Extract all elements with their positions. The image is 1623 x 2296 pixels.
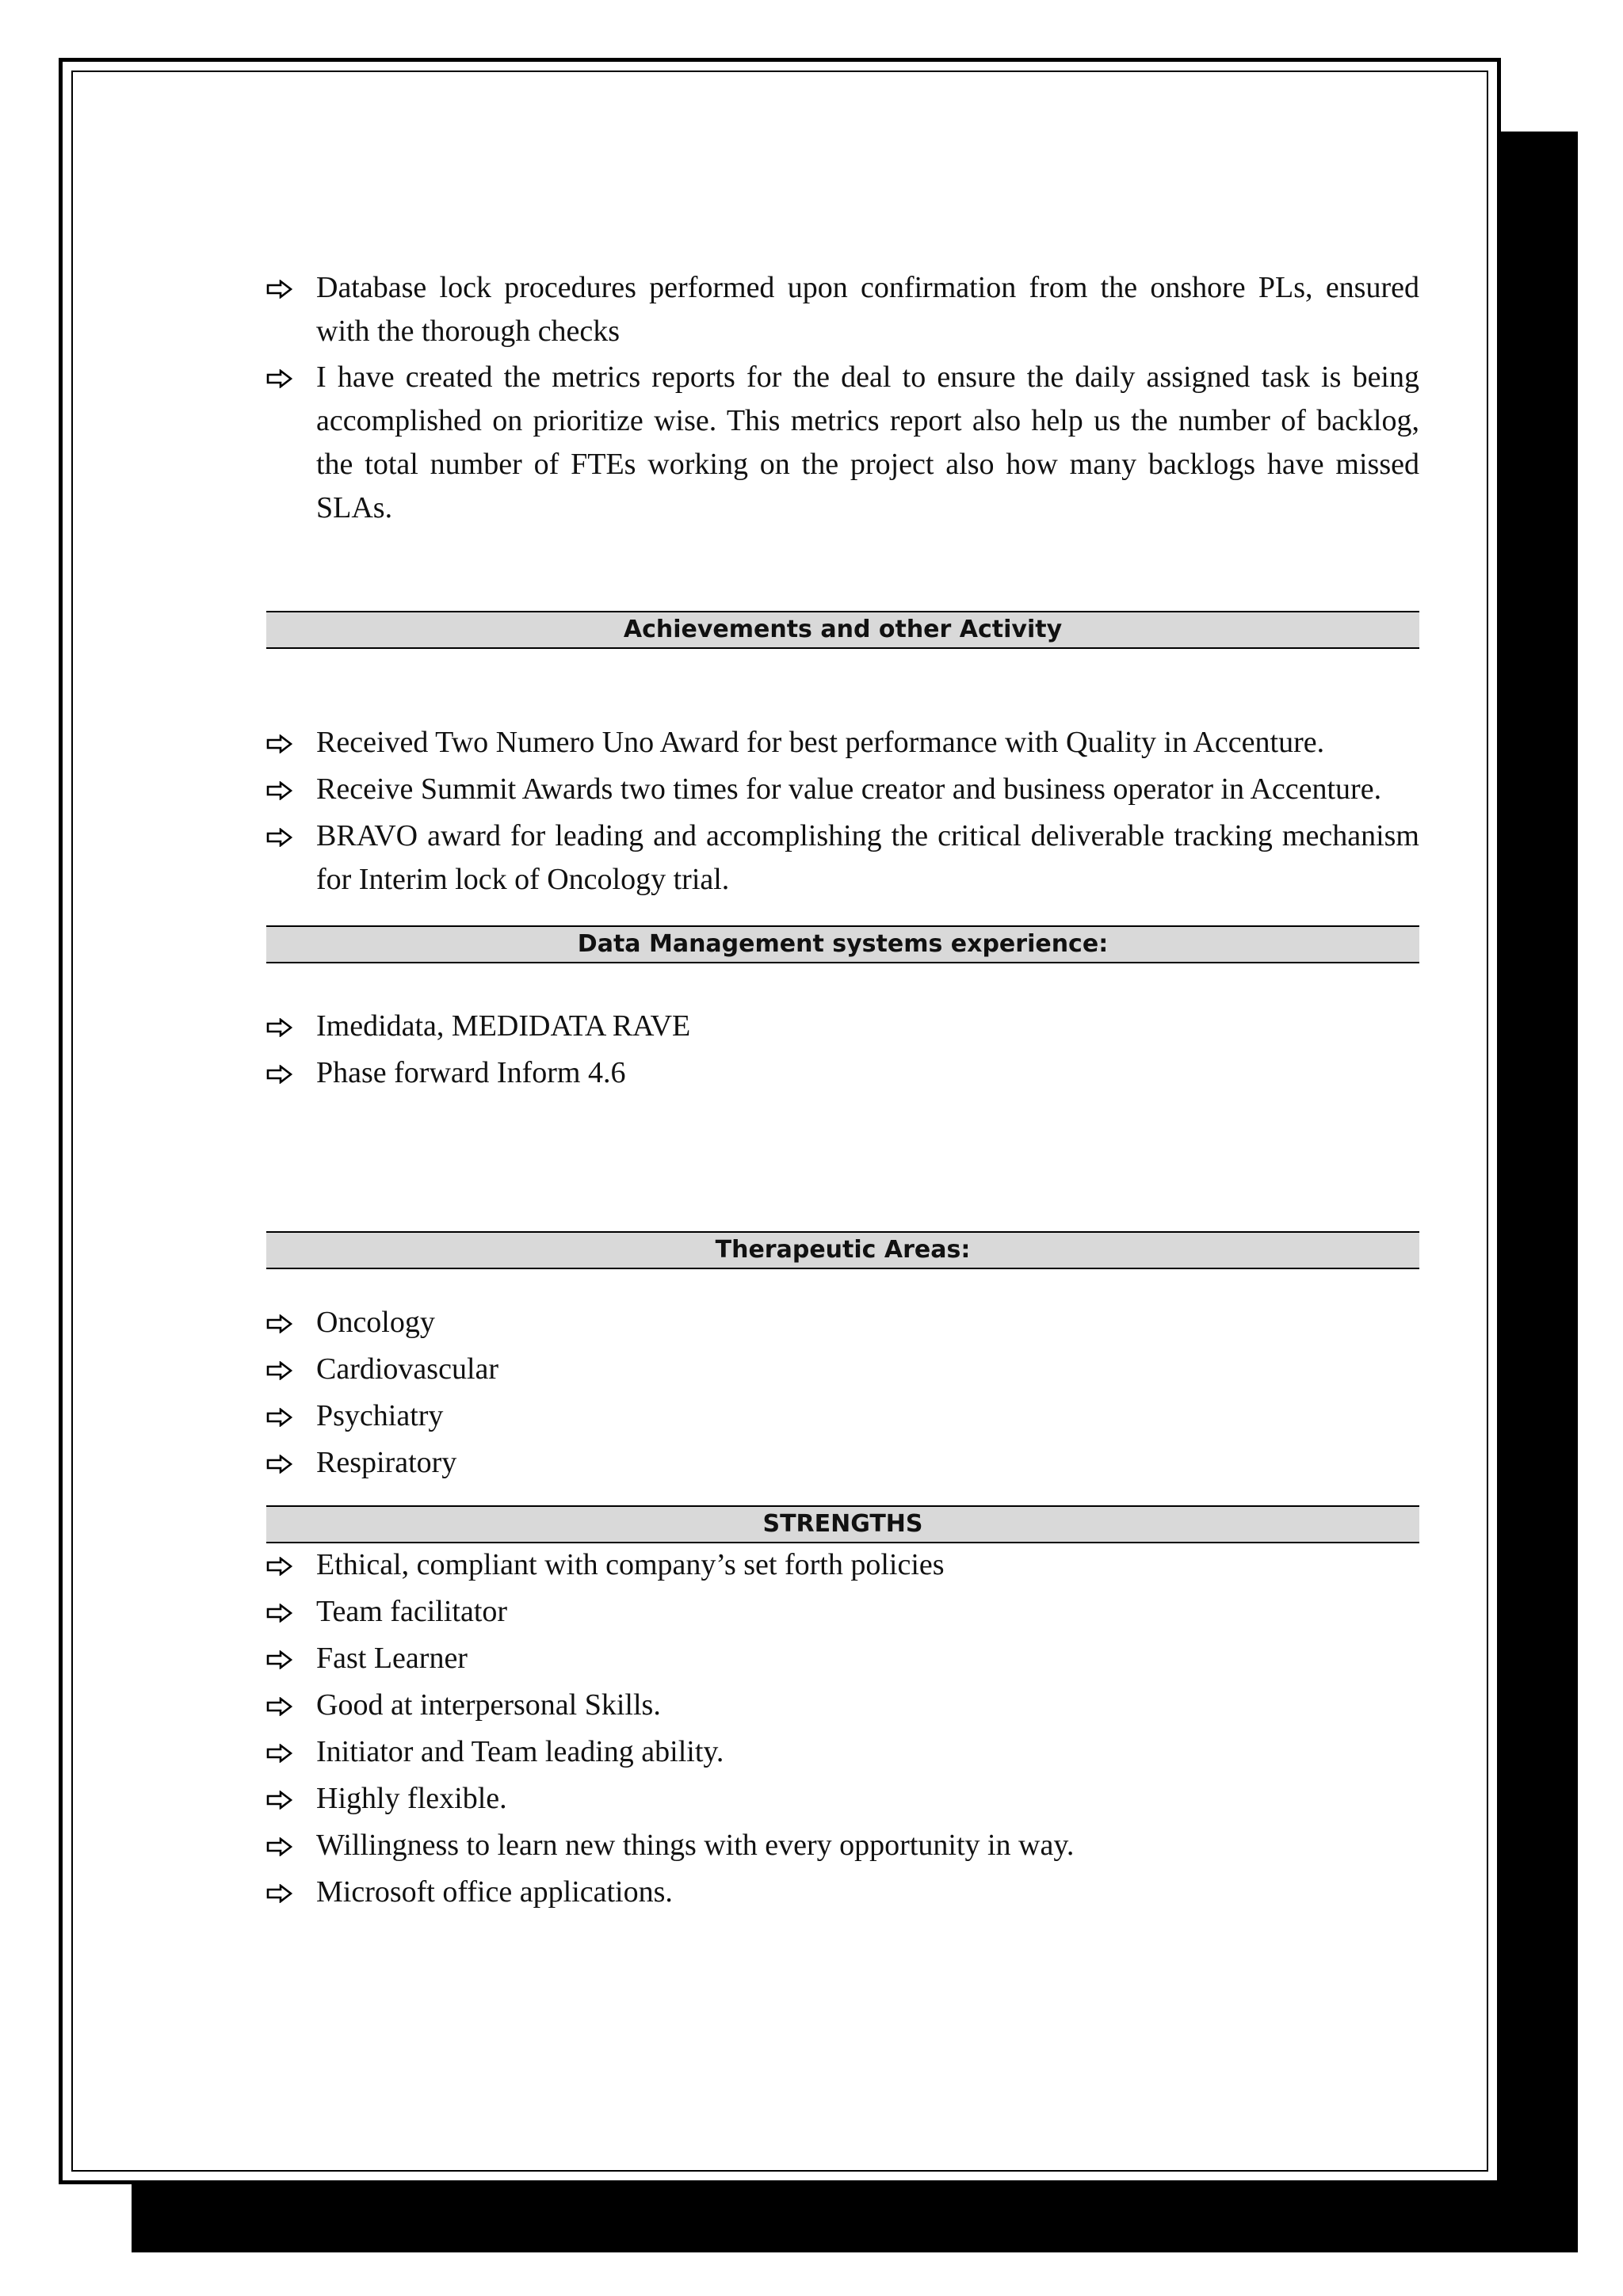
arrow-bullet-icon	[266, 1730, 298, 1774]
section-heading-therapeutic: Therapeutic Areas:	[266, 1231, 1419, 1269]
list-item	[266, 1777, 1419, 1821]
list-item-text: Database lock procedures performed upon confirmation from the onshore PLs, ensured with the thorough checks	[316, 271, 1419, 348]
arrow-bullet-icon	[266, 1824, 298, 1867]
list-item	[266, 1824, 1419, 1867]
arrow-bullet-icon	[266, 721, 298, 765]
list-item	[266, 1441, 1419, 1485]
list-item	[266, 1394, 1419, 1438]
arrow-bullet-icon	[266, 1394, 298, 1438]
list-item-text: Fast Learner	[316, 1642, 468, 1675]
list-item	[266, 1590, 1419, 1634]
list-item	[266, 1543, 1419, 1587]
arrow-bullet-icon	[266, 356, 298, 399]
arrow-bullet-icon	[266, 1684, 298, 1727]
list-item-text: Team facilitator	[316, 1595, 508, 1628]
arrow-bullet-icon	[266, 1441, 298, 1485]
list-item-text: Receive Summit Awards two times for value creator and business operator in Accenture.	[316, 772, 1382, 806]
list-item	[266, 356, 1419, 530]
list-item-text: Ethical, compliant with company’s set forth policies	[316, 1548, 945, 1581]
arrow-bullet-icon	[266, 814, 298, 858]
section-heading-strengths: STRENGTHS	[266, 1505, 1419, 1543]
list-item	[266, 1005, 1419, 1048]
arrow-bullet-icon	[266, 1777, 298, 1821]
list-item	[266, 721, 1419, 765]
list-item	[266, 1730, 1419, 1774]
list-item-text: Respiratory	[316, 1446, 457, 1479]
strengths-list	[266, 1543, 1419, 1914]
arrow-bullet-icon	[266, 1348, 298, 1391]
list-item-text: Cardiovascular	[316, 1352, 499, 1386]
list-item	[266, 768, 1419, 811]
list-item-text: Microsoft office applications.	[316, 1875, 673, 1909]
arrow-bullet-icon	[266, 1590, 298, 1634]
list-item-text: Highly flexible.	[316, 1782, 507, 1815]
list-item	[266, 1637, 1419, 1680]
list-item	[266, 1301, 1419, 1344]
list-item-text: Imedidata, MEDIDATA RAVE	[316, 1009, 691, 1043]
list-item-text: I have created the metrics reports for the deal to ensure the daily assigned task is being accomplished on prioritize wise. This metrics report also help us the number of backlog, the total number of FTEs working on the project also how many backlogs have missed SLAs.	[316, 360, 1419, 524]
list-item	[266, 1871, 1419, 1914]
list-item-text: Psychiatry	[316, 1399, 444, 1432]
arrow-bullet-icon	[266, 1051, 298, 1095]
arrow-bullet-icon	[266, 1543, 298, 1587]
arrow-bullet-icon	[266, 1871, 298, 1914]
list-item-text: Phase forward Inform 4.6	[316, 1056, 626, 1089]
section-heading-achievements: Achievements and other Activity	[266, 611, 1419, 649]
section-heading-dm-systems: Data Management systems experience:	[266, 925, 1419, 963]
list-item	[266, 1684, 1419, 1727]
resume-page	[59, 58, 1501, 2184]
page-content	[266, 266, 1419, 1917]
list-item-text: BRAVO award for leading and accomplishing the critical deliverable tracking mechanism for Interim lock of Oncology trial.	[316, 819, 1419, 896]
list-item-text: Good at interpersonal Skills.	[316, 1688, 661, 1722]
list-item	[266, 1051, 1419, 1095]
arrow-bullet-icon	[266, 768, 298, 811]
intro-list	[266, 266, 1419, 530]
list-item-text: Willingness to learn new things with every opportunity in way.	[316, 1829, 1075, 1862]
list-item	[266, 266, 1419, 353]
list-item-text: Received Two Numero Uno Award for best performance with Quality in Accenture.	[316, 726, 1325, 759]
dm-systems-list	[266, 1005, 1419, 1095]
list-item-text: Initiator and Team leading ability.	[316, 1735, 724, 1768]
arrow-bullet-icon	[266, 1637, 298, 1680]
arrow-bullet-icon	[266, 1301, 298, 1344]
arrow-bullet-icon	[266, 1005, 298, 1048]
achievements-list	[266, 721, 1419, 902]
arrow-bullet-icon	[266, 266, 298, 310]
list-item	[266, 1348, 1419, 1391]
list-item-text: Oncology	[316, 1306, 435, 1339]
therapeutic-list	[266, 1301, 1419, 1485]
list-item	[266, 814, 1419, 902]
